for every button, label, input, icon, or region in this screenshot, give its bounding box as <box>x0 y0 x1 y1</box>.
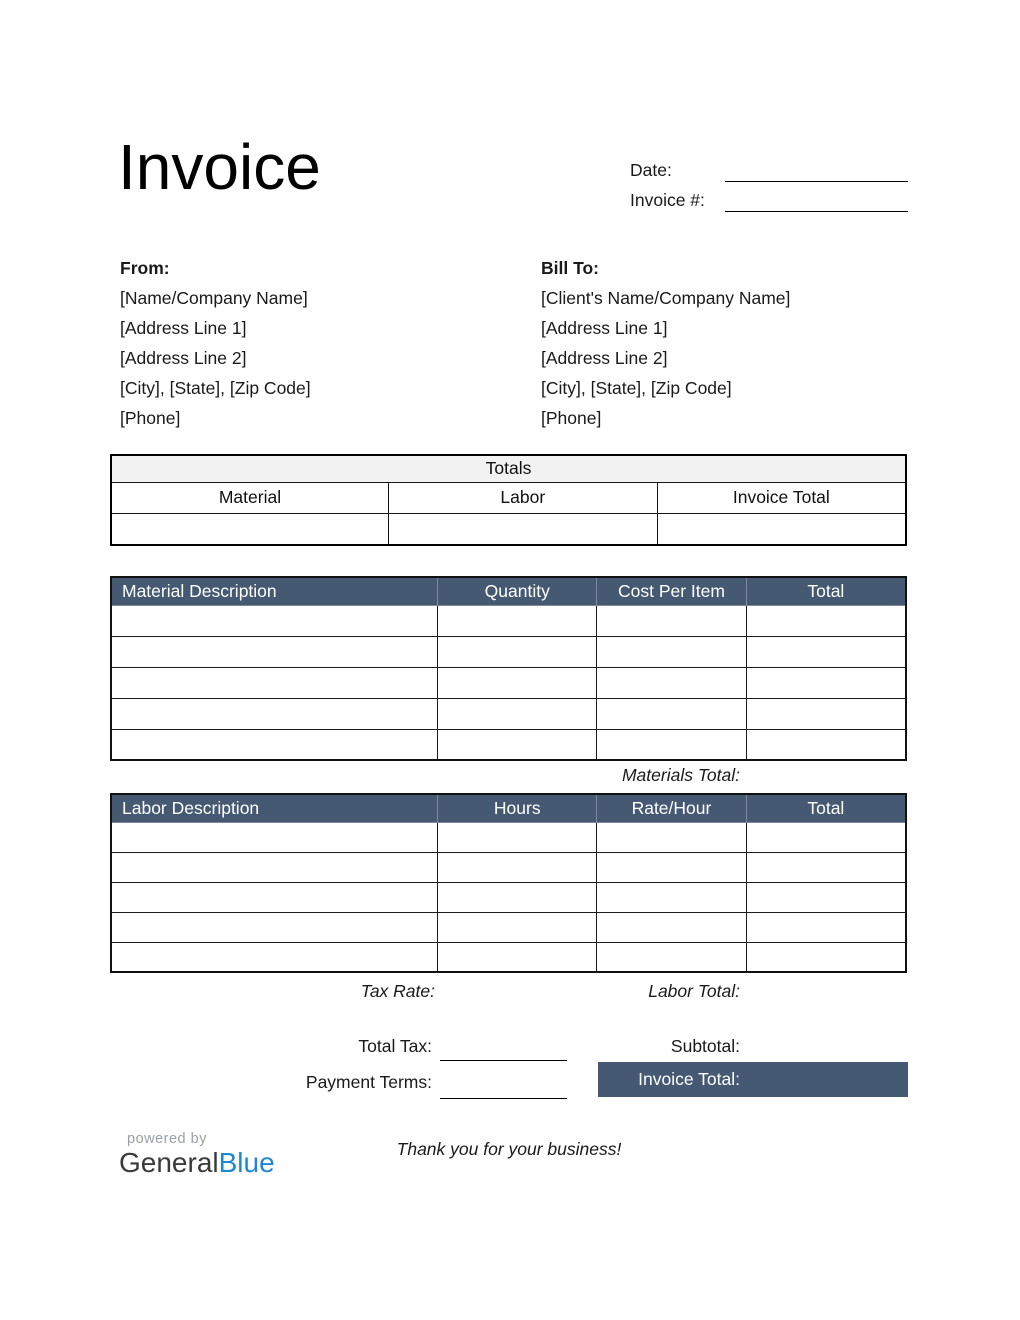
empty-cell[interactable] <box>438 942 597 972</box>
empty-cell[interactable] <box>746 852 906 882</box>
bill-to-heading: Bill To: <box>541 258 599 278</box>
empty-cell[interactable] <box>746 822 906 852</box>
empty-row <box>111 942 906 972</box>
totals-col-labor: Labor <box>388 482 657 513</box>
from-name: [Name/Company Name] <box>120 288 308 308</box>
empty-cell[interactable] <box>597 912 746 942</box>
payment-terms-input-line[interactable] <box>440 1098 567 1099</box>
payment-terms-label: Payment Terms: <box>305 1072 432 1092</box>
empty-row <box>111 852 906 882</box>
materials-table <box>110 576 907 761</box>
bill-to-block <box>541 253 871 433</box>
empty-cell[interactable] <box>597 822 746 852</box>
totals-col-material: Material <box>111 482 388 513</box>
empty-cell[interactable] <box>597 729 746 760</box>
empty-row <box>111 698 906 729</box>
bill-to-phone: [Phone] <box>541 408 602 428</box>
total-tax-label: Total Tax: <box>358 1036 432 1056</box>
labor-table <box>110 793 907 973</box>
from-phone: [Phone] <box>120 408 181 428</box>
totals-labor-value-cell[interactable] <box>388 513 657 545</box>
labor-total-label: Labor Total: <box>648 981 740 1001</box>
from-heading: From: <box>120 258 170 278</box>
empty-row <box>111 667 906 698</box>
from-address-line-2: [Address Line 2] <box>120 348 247 368</box>
labor-header-total: Total <box>746 794 906 822</box>
invoice-number-input-line[interactable] <box>725 211 908 212</box>
empty-cell[interactable] <box>438 912 597 942</box>
from-city-state-zip: [City], [State], [Zip Code] <box>120 378 311 398</box>
empty-cell[interactable] <box>597 942 746 972</box>
date-input-line[interactable] <box>725 181 908 182</box>
invoice-total-box <box>598 1062 908 1097</box>
total-tax-input-line[interactable] <box>440 1060 567 1061</box>
empty-cell[interactable] <box>438 882 597 912</box>
empty-cell[interactable] <box>597 636 746 667</box>
bill-to-address-line-2: [Address Line 2] <box>541 348 668 368</box>
empty-cell[interactable] <box>111 636 438 667</box>
empty-cell[interactable] <box>746 912 906 942</box>
empty-cell[interactable] <box>597 698 746 729</box>
date-label: Date: <box>630 160 672 180</box>
brand-blue: Blue <box>218 1147 275 1178</box>
empty-row <box>111 729 906 760</box>
labor-header-hours: Hours <box>438 794 597 822</box>
empty-cell[interactable] <box>746 636 906 667</box>
totals-table-title: Totals <box>111 455 906 482</box>
bill-to-city-state-zip: [City], [State], [Zip Code] <box>541 378 732 398</box>
empty-cell[interactable] <box>438 605 597 636</box>
materials-total-label: Materials Total: <box>621 765 740 785</box>
empty-cell[interactable] <box>597 667 746 698</box>
from-block <box>120 253 450 433</box>
invoice-number-label: Invoice #: <box>630 190 705 210</box>
totals-material-value-cell[interactable] <box>111 513 388 545</box>
empty-cell[interactable] <box>746 698 906 729</box>
empty-row <box>111 822 906 852</box>
empty-row <box>111 882 906 912</box>
empty-cell[interactable] <box>111 852 438 882</box>
empty-cell[interactable] <box>438 852 597 882</box>
empty-cell[interactable] <box>438 822 597 852</box>
powered-by-text: powered by <box>127 1131 207 1147</box>
empty-cell[interactable] <box>111 912 438 942</box>
empty-row <box>111 636 906 667</box>
materials-header-cost-per-item: Cost Per Item <box>597 577 746 605</box>
empty-cell[interactable] <box>597 882 746 912</box>
general-blue-logo[interactable] <box>119 1147 275 1179</box>
empty-row <box>111 605 906 636</box>
empty-cell[interactable] <box>438 636 597 667</box>
totals-col-invoice-total: Invoice Total <box>657 482 906 513</box>
empty-cell[interactable] <box>746 729 906 760</box>
empty-cell[interactable] <box>438 667 597 698</box>
empty-cell[interactable] <box>111 667 438 698</box>
labor-header-description: Labor Description <box>111 794 438 822</box>
empty-cell[interactable] <box>746 942 906 972</box>
totals-invoice-total-value-cell[interactable] <box>657 513 906 545</box>
empty-cell[interactable] <box>597 605 746 636</box>
invoice-total-label: Invoice Total: <box>638 1069 740 1089</box>
empty-cell[interactable] <box>438 729 597 760</box>
empty-cell[interactable] <box>746 882 906 912</box>
materials-header-description: Material Description <box>111 577 438 605</box>
empty-cell[interactable] <box>111 822 438 852</box>
empty-cell[interactable] <box>438 698 597 729</box>
bill-to-name: [Client's Name/Company Name] <box>541 288 791 308</box>
empty-cell[interactable] <box>746 605 906 636</box>
empty-cell[interactable] <box>111 882 438 912</box>
materials-header-total: Total <box>746 577 906 605</box>
empty-cell[interactable] <box>111 942 438 972</box>
totals-table <box>110 454 907 546</box>
from-address-line-1: [Address Line 1] <box>120 318 247 338</box>
brand-general: General <box>119 1147 219 1178</box>
tax-rate-label: Tax Rate: <box>360 981 435 1001</box>
subtotal-label: Subtotal: <box>670 1036 740 1056</box>
empty-cell[interactable] <box>111 605 438 636</box>
empty-cell[interactable] <box>111 698 438 729</box>
materials-header-quantity: Quantity <box>438 577 597 605</box>
bill-to-address-line-1: [Address Line 1] <box>541 318 668 338</box>
empty-row <box>111 912 906 942</box>
thank-you-message: Thank you for your business! <box>396 1139 622 1159</box>
empty-cell[interactable] <box>746 667 906 698</box>
labor-header-rate-per-hour: Rate/Hour <box>597 794 746 822</box>
empty-cell[interactable] <box>111 729 438 760</box>
empty-cell[interactable] <box>597 852 746 882</box>
page-title: Invoice <box>118 131 321 203</box>
